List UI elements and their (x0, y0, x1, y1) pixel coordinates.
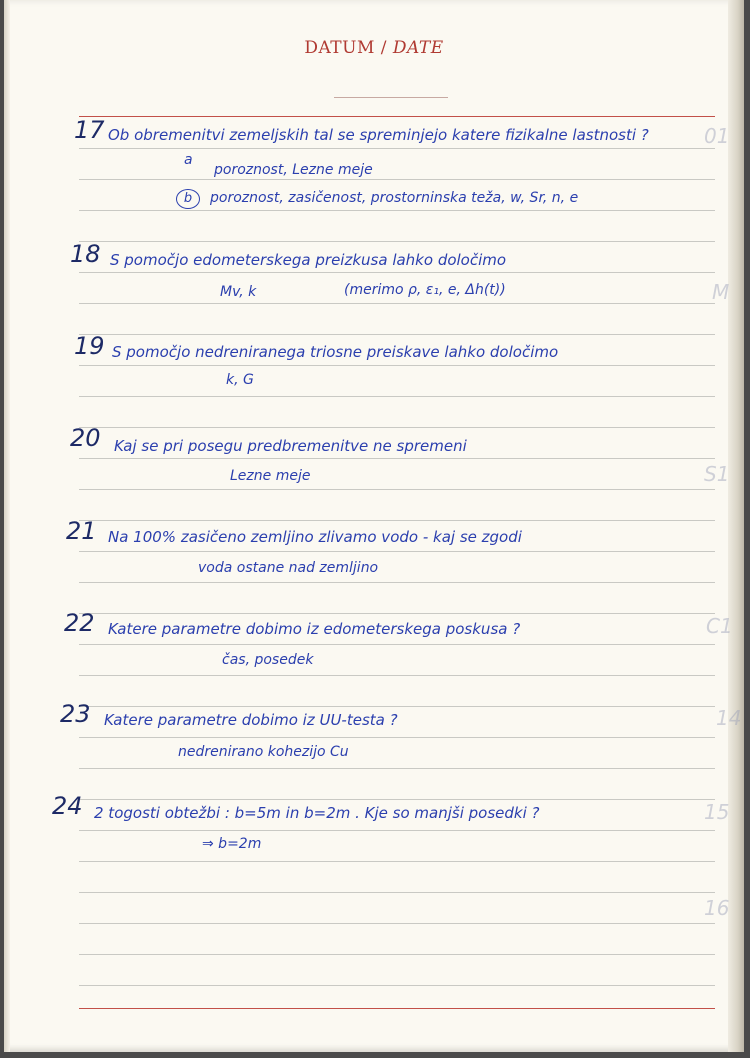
answer-text: k, G (226, 372, 254, 388)
answer-text: voda ostane nad zemljino (198, 560, 379, 576)
ruled-line (79, 148, 715, 149)
ruled-line (79, 923, 715, 924)
circled-answer-marker: b (176, 189, 200, 209)
ruled-line (79, 582, 715, 583)
question-number: 17 (74, 116, 105, 144)
bleed-through-mark: S1 (704, 462, 730, 486)
option-a-text: poroznost, Lezne meje (214, 162, 373, 178)
question-text: 2 togosti obtežbi : b=5m in b=2m . Kje so manjši posedki ? (94, 804, 540, 822)
option-b-text: poroznost, zasičenost, prostorninska teža, w, Sr, n, e (210, 190, 579, 206)
ruled-line (79, 396, 715, 397)
date-entry-line (334, 97, 448, 98)
answer-note: (merimo ρ, ε₁, e, Δh(t)) (344, 282, 506, 298)
ruled-line (79, 179, 715, 180)
answer-text: čas, posedek (222, 652, 314, 668)
question-text: Katere parametre dobimo iz edometerskega poskusa ? (108, 620, 521, 638)
ruled-line (79, 768, 715, 769)
page-left-edge (4, 0, 10, 1052)
ruled-line (79, 303, 715, 304)
question-number: 20 (70, 424, 101, 452)
ruled-line (79, 737, 715, 738)
ruled-line (79, 830, 715, 831)
bleed-through-mark: 16 (704, 896, 730, 920)
date-header (4, 38, 744, 58)
question-number: 22 (64, 609, 95, 637)
option-marker: a (184, 152, 193, 168)
notebook-page (4, 0, 744, 1052)
ruled-line (79, 861, 715, 862)
date-label: DATUM / (304, 38, 388, 58)
ruled-line (79, 489, 715, 490)
answer-text: nedrenirano kohezijo Cu (178, 744, 349, 760)
question-text: Ob obremenitvi zemeljskih tal se spreminjejo katere fizikalne lastnosti ? (108, 126, 649, 144)
option-b-row (176, 189, 578, 209)
ruled-line (79, 644, 715, 645)
ruled-line (79, 365, 715, 366)
ruled-line (79, 241, 715, 242)
answer-text: ⇒ b=2m (202, 836, 262, 852)
ruled-line (79, 520, 715, 521)
ruled-line (79, 551, 715, 552)
answer-text: Lezne meje (230, 468, 311, 484)
question-number: 24 (52, 792, 83, 820)
ruled-line (79, 613, 715, 614)
bleed-through-mark: C1 (706, 614, 733, 638)
ruled-line (79, 799, 715, 800)
answer-text: Mv, k (220, 284, 257, 300)
ruled-line (79, 706, 715, 707)
question-number: 18 (70, 240, 101, 268)
ruled-line (79, 675, 715, 676)
question-number: 21 (66, 517, 97, 545)
page-edge-shadow (728, 0, 744, 1052)
ruled-line (79, 334, 715, 335)
bottom-red-rule (79, 1008, 715, 1009)
bleed-through-mark: 01 (704, 124, 730, 148)
bleed-through-mark: 15 (704, 800, 730, 824)
question-number: 23 (60, 700, 91, 728)
question-text: S pomočjo nedreniranega triosne preiskave lahko določimo (112, 343, 559, 361)
question-number: 19 (74, 332, 105, 360)
ruled-line (79, 427, 715, 428)
question-text: Katere parametre dobimo iz UU-testa ? (104, 711, 398, 729)
ruled-line (79, 985, 715, 986)
bleed-through-mark: M (712, 280, 730, 304)
question-text: Na 100% zasičeno zemljino zlivamo vodo - kaj se zgodi (108, 528, 522, 546)
ruled-line (79, 272, 715, 273)
question-text: Kaj se pri posegu predbremenitve ne spremeni (114, 437, 467, 455)
bleed-through-mark: 14 (716, 706, 742, 730)
ruled-line (79, 954, 715, 955)
question-text: S pomočjo edometerskega preizkusa lahko določimo (110, 251, 507, 269)
ruled-line (79, 210, 715, 211)
top-red-rule (79, 116, 715, 117)
ruled-line (79, 458, 715, 459)
ruled-line (79, 892, 715, 893)
date-label-english: DATE (392, 38, 444, 58)
